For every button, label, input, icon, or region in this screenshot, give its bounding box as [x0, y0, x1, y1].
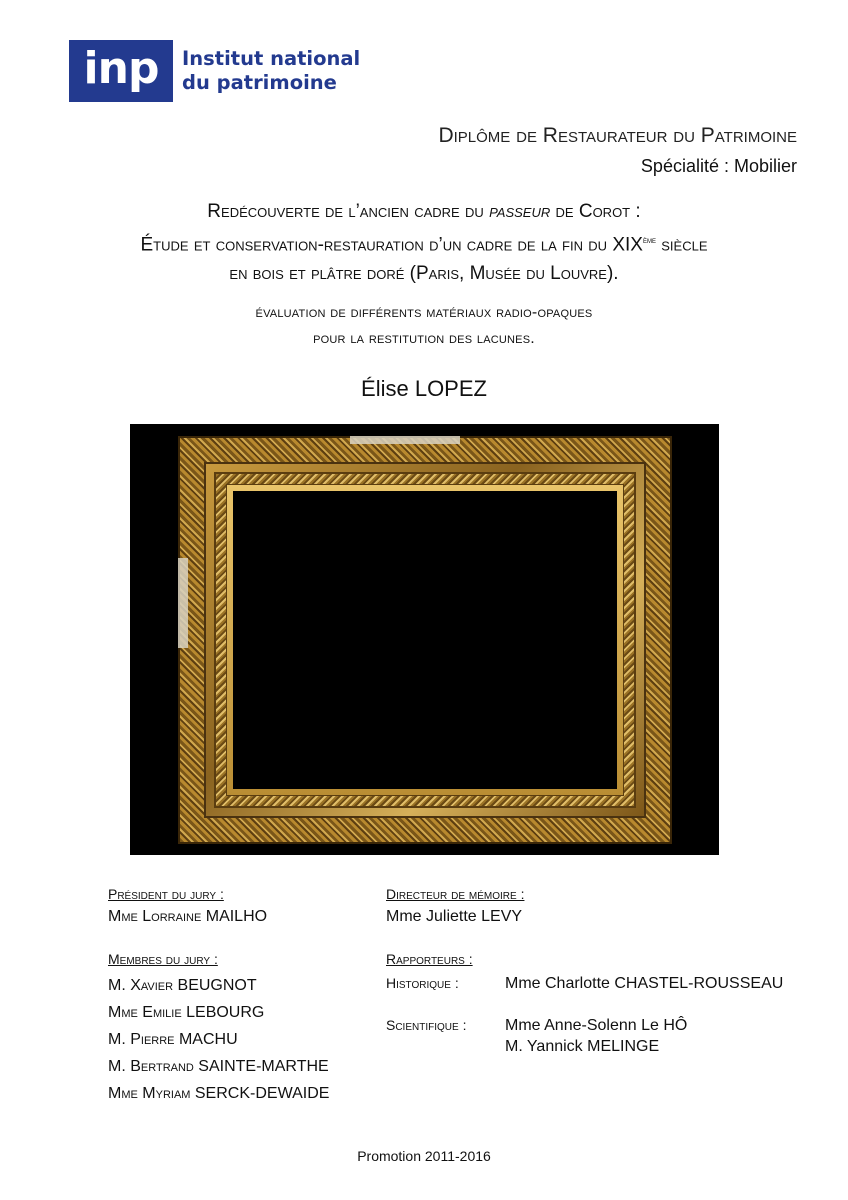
specialty: Spécialité : Mobilier: [640, 156, 797, 176]
title-century: XIX: [612, 234, 643, 256]
title-line2-before: Étude et conservation-restauration d’un cadre de la fin du: [140, 234, 613, 256]
president-name: Mme Lorraine MAILHO: [108, 908, 268, 925]
title-line1-before: Redécouverte de l’ancien cadre du: [207, 201, 490, 222]
title-line1-after: de Corot :: [550, 201, 641, 222]
historique-label: Historique :: [386, 975, 459, 991]
frame-ornament-band: [214, 472, 636, 808]
rapporteurs-label: Rapporteurs :: [386, 951, 473, 967]
institution-name-line1: Institut national: [182, 47, 361, 70]
thesis-title-line3: en bois et plâtre doré (Paris, Musée du Louvre).: [229, 263, 619, 285]
frame-slip: [226, 484, 624, 796]
jury-member: M. Xavier BEUGNOT: [108, 977, 257, 994]
institution-name-line2: du patrimoine: [182, 71, 337, 94]
jury-member: M. Bertrand SAINTE-MARTHE: [108, 1058, 329, 1075]
jury-member: Mme Myriam SERCK-DEWAIDE: [108, 1085, 330, 1102]
evaluation-subtitle: [0, 300, 848, 352]
scientifique-label: Scientifique :: [386, 1017, 467, 1033]
diploma-title: Diplôme de Restaurateur du Patrimoine: [438, 124, 797, 147]
evaluation-line2: pour la restitution des lacunes.: [313, 330, 535, 347]
director-name: Mme Juliette LEVY: [386, 908, 523, 925]
members-label: Membres du jury :: [108, 951, 218, 967]
thesis-title-line1: [0, 197, 848, 226]
institution-name: [182, 47, 360, 95]
gilded-frame-image: [130, 424, 719, 855]
author-name: Élise LOPEZ: [361, 376, 487, 401]
frame-opening: [233, 491, 617, 789]
evaluation-line1: évaluation de différents matériaux radio-opaques: [255, 304, 593, 321]
scientifique-name: M. Yannick MELINGE: [505, 1038, 660, 1055]
director-label: Directeur de mémoire :: [386, 886, 525, 902]
thesis-title: [0, 197, 848, 288]
jury-member: Mme Emilie LEBOURG: [108, 1004, 265, 1021]
frame-outer-molding: [178, 436, 672, 844]
frame-wear-left: [178, 558, 188, 648]
promotion-years: Promotion 2011-2016: [357, 1148, 491, 1164]
historique-name: Mme Charlotte CHASTEL-ROUSSEAU: [505, 975, 784, 992]
title-line1-italic: passeur: [489, 201, 551, 222]
president-label: Président du jury :: [108, 886, 224, 902]
frame-wear-top: [350, 436, 460, 444]
frame-cove: [204, 462, 646, 818]
title-line2-after: siècle: [655, 234, 708, 256]
inp-logo: inp: [69, 40, 173, 102]
title-century-sup: ème: [642, 235, 656, 245]
scientifique-name: Mme Anne-Solenn Le HÔ: [505, 1017, 688, 1034]
thesis-title-line2: [0, 226, 848, 259]
jury-member: M. Pierre MACHU: [108, 1031, 238, 1048]
